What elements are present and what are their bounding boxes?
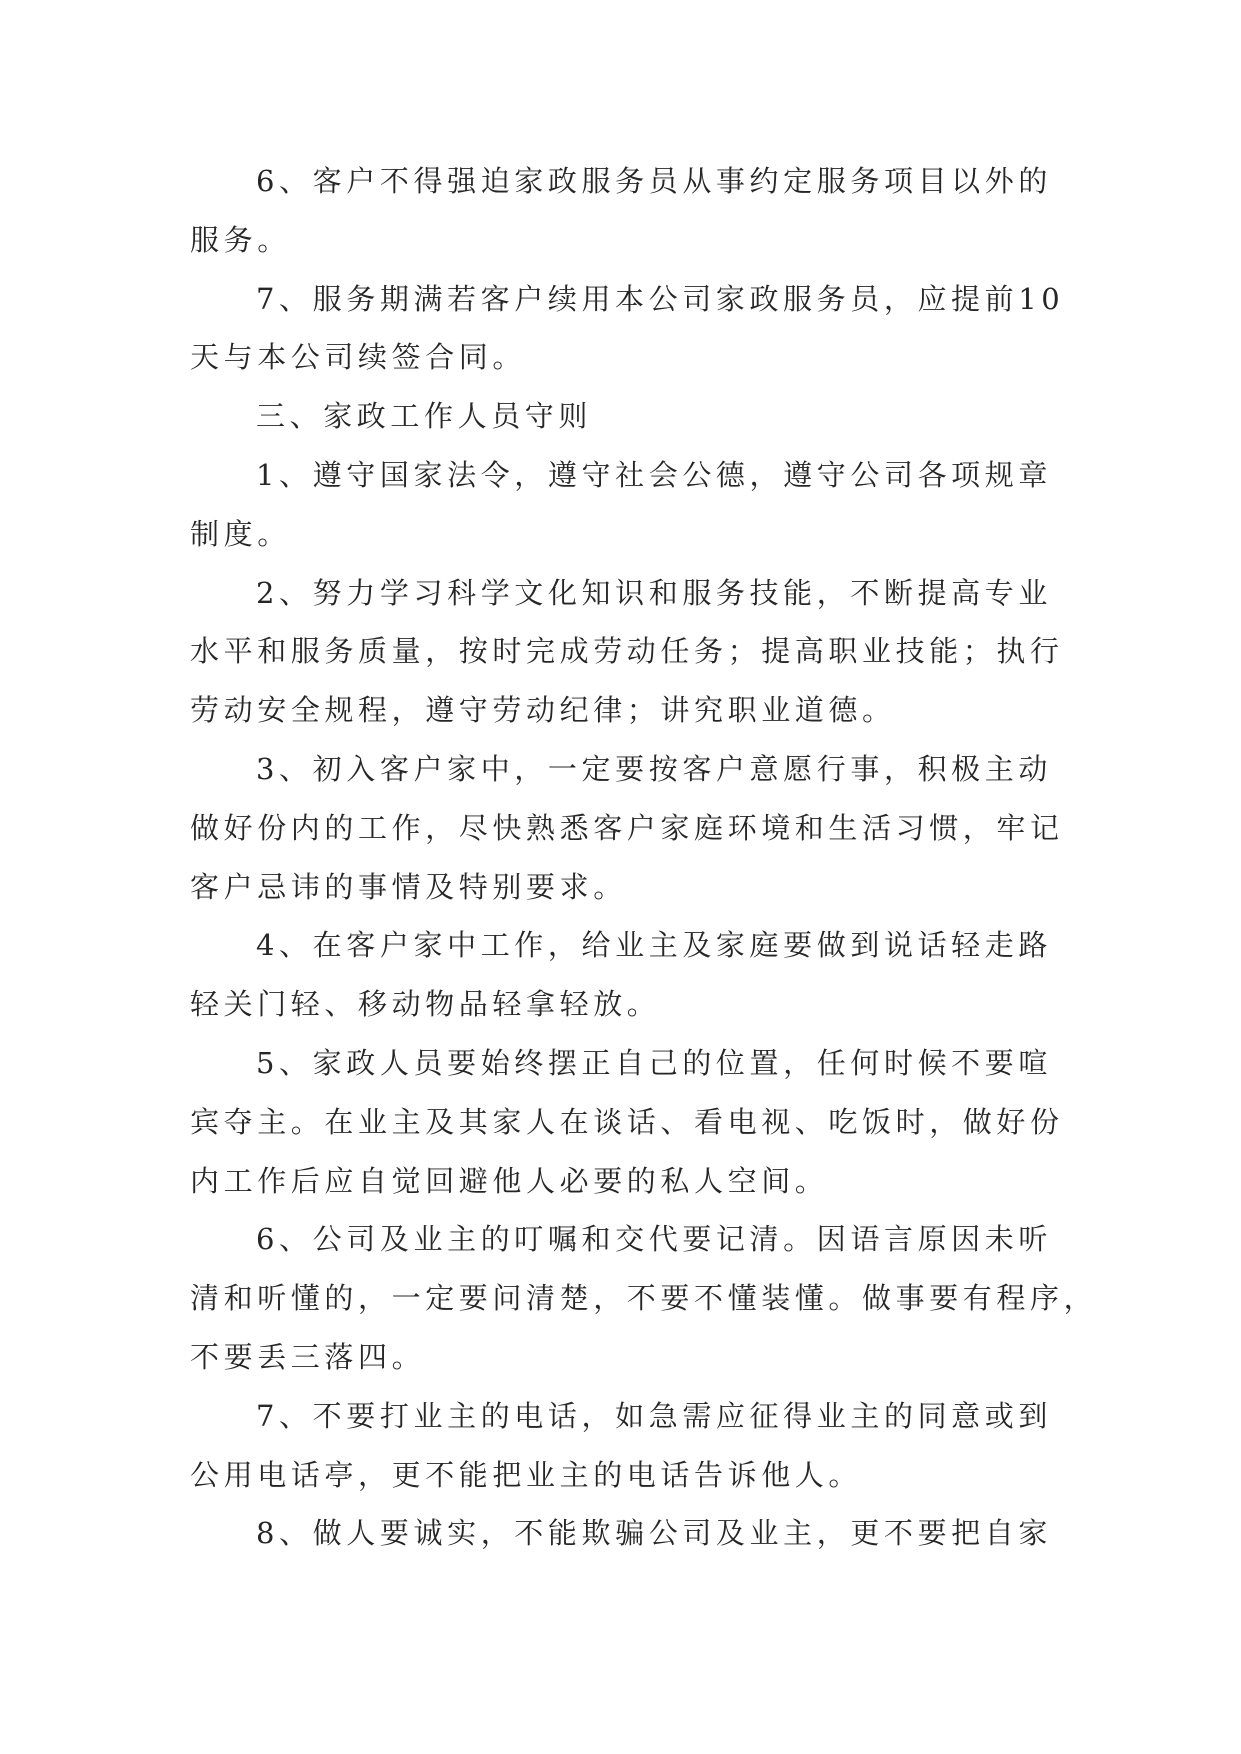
text-line: 宾夺主。在业主及其家人在谈话、看电视、吃饭时，做好份 bbox=[190, 1104, 1064, 1139]
text-line: 5、家政人员要始终摆正自己的位置，任何时候不要喧 bbox=[256, 1045, 1052, 1080]
text-line: 4、在客户家中工作，给业主及家庭要做到说话轻走路 bbox=[256, 928, 1052, 963]
text-line: 8、做人要诚实，不能欺骗公司及业主，更不要把自家 bbox=[256, 1516, 1052, 1551]
paragraph-staff-rule-6 bbox=[190, 1210, 1098, 1386]
text-line: 1、遵守国家法令，遵守社会公德，遵守公司各项规章 bbox=[256, 457, 1052, 492]
paragraph-staff-rule-8 bbox=[190, 1504, 1052, 1563]
text-line: 水平和服务质量，按时完成劳动任务；提高职业技能；执行 bbox=[190, 634, 1064, 669]
text-line: 7、不要打业主的电话，如急需应征得业主的同意或到 bbox=[256, 1398, 1052, 1433]
section-heading-staff-rules bbox=[190, 387, 1052, 446]
text-line: 6、公司及业主的叮嘱和交代要记清。因语言原因未听 bbox=[256, 1222, 1052, 1257]
text-line: 客户忌讳的事情及特别要求。 bbox=[190, 869, 627, 904]
text-line: 3、初入客户家中，一定要按客户意愿行事，积极主动 bbox=[256, 751, 1052, 786]
paragraph-staff-rule-3 bbox=[190, 740, 1064, 916]
text-line: 制度。 bbox=[190, 516, 291, 551]
text-line: 清和听懂的，一定要问清楚，不要不懂装懂。做事要有程序， bbox=[190, 1281, 1098, 1316]
text-line: 服务。 bbox=[190, 222, 291, 257]
paragraph-staff-rule-1 bbox=[190, 446, 1052, 564]
text-line: 做好份内的工作，尽快熟悉客户家庭环境和生活习惯，牢记 bbox=[190, 810, 1064, 845]
text-line: 6、客户不得强迫家政服务员从事约定服务项目以外的 bbox=[256, 164, 1052, 198]
paragraph-client-rule-6 bbox=[190, 152, 1052, 270]
text-line: 内工作后应自觉回避他人必要的私人空间。 bbox=[190, 1163, 829, 1198]
paragraph-staff-rule-4 bbox=[190, 916, 1052, 1034]
text-line: 不要丢三落四。 bbox=[190, 1339, 426, 1374]
text-line: 7、服务期满若客户续用本公司家政服务员，应提前10 bbox=[256, 281, 1065, 316]
document-body bbox=[190, 152, 1098, 1563]
text-line: 天与本公司续签合同。 bbox=[190, 340, 527, 375]
text-line: 三、家政工作人员守则 bbox=[256, 399, 593, 434]
paragraph-staff-rule-5 bbox=[190, 1034, 1064, 1210]
paragraph-staff-rule-7 bbox=[190, 1387, 1052, 1505]
paragraph-client-rule-7 bbox=[190, 270, 1065, 388]
text-line: 2、努力学习科学文化知识和服务技能，不断提高专业 bbox=[256, 575, 1052, 610]
text-line: 轻关门轻、移动物品轻拿轻放。 bbox=[190, 987, 661, 1022]
text-line: 公用电话亭，更不能把业主的电话告诉他人。 bbox=[190, 1457, 863, 1492]
paragraph-staff-rule-2 bbox=[190, 564, 1064, 740]
text-line: 劳动安全规程，遵守劳动纪律；讲究职业道德。 bbox=[190, 693, 896, 728]
